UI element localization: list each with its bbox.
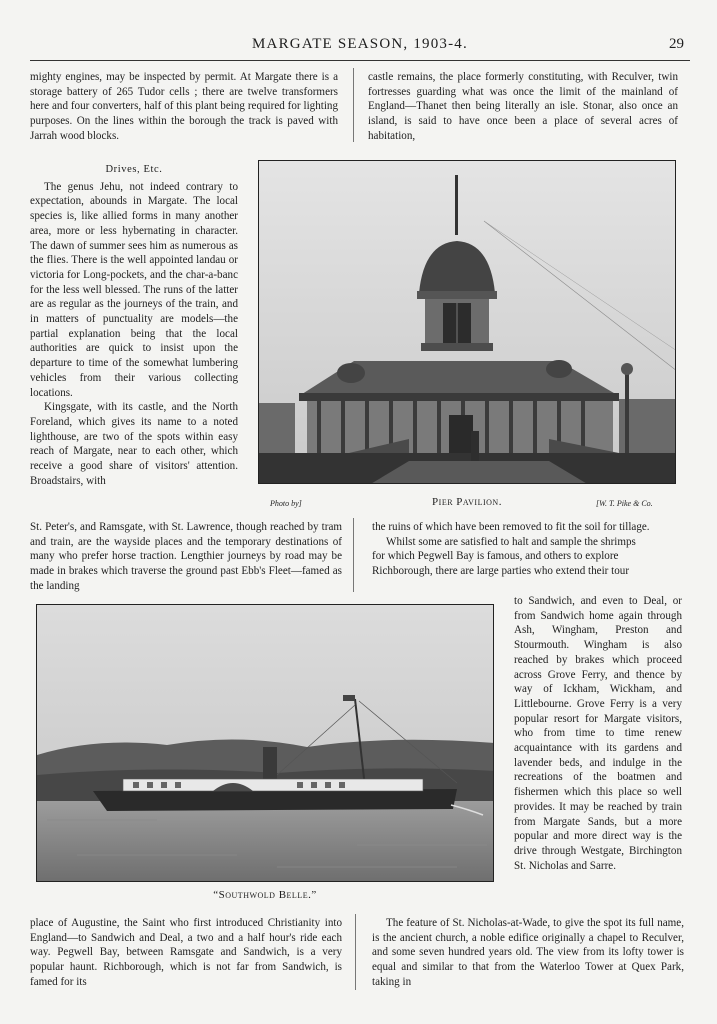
- column-divider-mid: [353, 518, 354, 592]
- bottom-left-paragraph: place of Augustine, the Saint who first introduced Christianity into England—to Sandwich and Deal, a two and a half hour's ride each way. Pegwell Bay, between Ramsgate and Sandwich, is a very popular haunt. Richborough, which is not far from Sandwich, is famed for its: [30, 917, 342, 988]
- mid-right-line-1: Whilst some are satisfied to halt and sample the shrimps: [386, 535, 636, 548]
- column-divider-bottom: [355, 914, 356, 990]
- photo-credit-right: [W. T. Pike & Co.: [596, 499, 653, 508]
- top-left-paragraph: mighty engines, may be inspected by permit. At Margate there is a storage battery of 265 Tudor cells ; there are twelve transformers here and four converters, half of this plant being required for lighting purposes. On the lines within the borough the track is paved with Jarrah wood blocks.: [30, 71, 338, 142]
- mid-right-line-3: Richborough, there are large parties who extend their tour: [372, 565, 630, 578]
- header-rule: [30, 60, 690, 61]
- southwold-belle-photo: [36, 604, 494, 882]
- top-left-column: [30, 70, 338, 144]
- column-divider-top: [353, 68, 354, 142]
- mid-right-paragraph-1: the ruins of which have been removed to fit the soil for tillage.: [372, 521, 650, 533]
- mid-right-column: [372, 520, 682, 579]
- drives-paragraph-1: The genus Jehu, not indeed contrary to expectation, abounds in Margate. The local species is, like allied forms in many another area, more or less hybernating in character. The dawn of summer sees him as numerous as the flies. There is the well appointed landau or victoria for Long-pockets, and the char-a-banc for the less well blessed. The runs of the latter are as regular as the journeys of the train, and in matters of punctuality are models—the partial explanation being that the local authorities are quick to insist upon the departure to time of the somewhat lumbering vehicles from their various collecting locations.: [30, 180, 238, 399]
- bottom-left-column: [30, 916, 342, 990]
- southwold-belle-caption: “Southwold Belle.”: [213, 889, 317, 901]
- page-number: 29: [669, 36, 684, 52]
- running-header: [30, 36, 690, 58]
- bottom-right-column: [372, 916, 684, 990]
- photo-credit-left: Photo by]: [270, 499, 302, 508]
- mid-right-line-2: for which Pegwell Bay is famous, and others to explore: [372, 550, 619, 563]
- mid-right-paragraph-2: to Sandwich, and even to Deal, or from Sandwich home again through Ash, Wingham, Preston and Stourmouth. Wingham is also reached by brakes which proceed across Grove Ferry, and thence by way of Ickham, Wickham, and Littlebourne. Grove Ferry is a very popular resort for Margate visitors, who from time to time renew acquaintance with its gardens and lavender beds, and indulge in the recreations of the boatmen and fishermen which this place so well provides. It may be reached by train from Margate Sands, but a more popular and more direct way is the drive through Westgate, Birchington St. Nicholas and Sarre.: [514, 595, 682, 872]
- section-heading-drives: Drives, Etc.: [105, 164, 163, 175]
- top-right-paragraph: castle remains, the place formerly constituting, with Reculver, twin fortresses guarding what was once the limit of the mainland of England—Thanet then being literally an isle. Stonar, also once an island, is said to have once been a place of several acres of habitation,: [368, 71, 678, 142]
- pier-pavilion-illustration: [259, 161, 676, 484]
- drives-column: [30, 160, 238, 488]
- bottom-right-paragraph: The feature of St. Nicholas-at-Wade, to give the spot its full name, is the ancient church, a noble edifice originally a chapel to Reculver, and some seven hundred years old. The view from its lofty tower is equal and similar to that from the Waterloo Tower at Quex Park, taking in: [372, 917, 684, 988]
- mid-right-narrow-column: [514, 594, 682, 873]
- steamer-illustration: [37, 605, 494, 882]
- mid-left-column: [30, 520, 342, 594]
- top-right-column: [368, 70, 678, 144]
- pier-pavilion-caption: Pier Pavilion.: [432, 496, 502, 508]
- pier-pavilion-photo: [258, 160, 676, 484]
- running-title: MARGATE SEASON, 1903-4.: [252, 36, 468, 52]
- drives-paragraph-2: Kingsgate, with its castle, and the North Foreland, which gives its name to a noted lighthouse, are two of the spots within easy reach of Margate, near to each other, which receive a good share of visitors' attention. Broadstairs, with: [30, 401, 238, 487]
- mid-left-paragraph: St. Peter's, and Ramsgate, with St. Lawrence, though reached by tram and train, are the wayside places and the temporary destinations of many who prefer horse traction. Lengthier journeys by road may be made in brakes which traverse the ground past Ebb's Fleet—famed as the landing: [30, 521, 342, 592]
